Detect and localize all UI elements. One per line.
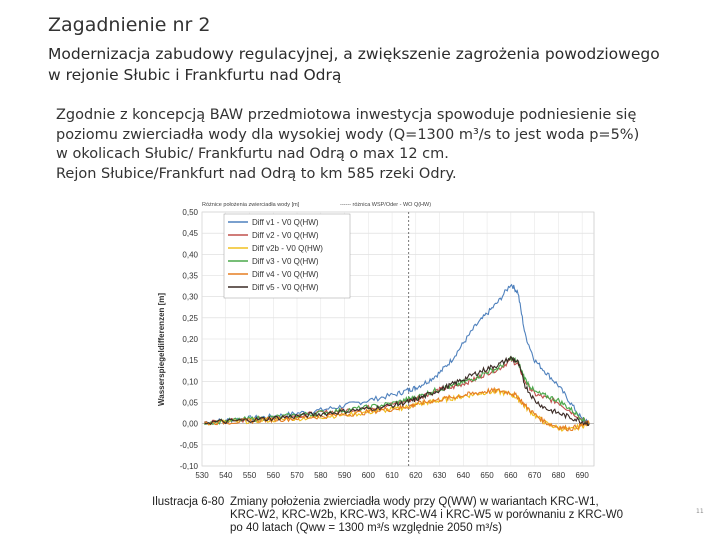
subtitle-line-2: w rejonie Słubic i Frankfurtu nad Odrą — [48, 66, 342, 84]
page-number: 11 — [696, 508, 704, 515]
x-tick-label: 600 — [361, 471, 375, 480]
y-tick-label: 0,00 — [182, 419, 198, 429]
legend-entry: Diff v3 - V0 Q(HW) — [252, 257, 319, 266]
y-tick-label: 0,25 — [182, 313, 198, 323]
y-tick-label: 0,40 — [182, 250, 198, 260]
chart-header-left: Różnice położenia zwierciadła wody [m] — [202, 202, 300, 208]
x-tick-label: 610 — [385, 471, 399, 480]
chart-y-axis-label: Wasserspiegeldifferenzen [m] — [157, 292, 166, 406]
y-tick-label: 0,50 — [182, 208, 198, 217]
y-tick-label: 0,10 — [182, 377, 198, 387]
chart-svg — [148, 196, 708, 496]
legend-entry: Diff v1 - V0 Q(HW) — [252, 218, 319, 227]
x-tick-label: 650 — [480, 471, 494, 480]
body-line: poziomu zwierciadła wody dla wysokiej wody (Q=1300 m³/s to jest woda p=5%) — [56, 126, 640, 143]
caption-label: Ilustracja 6-80 — [152, 496, 225, 508]
x-tick-label: 570 — [290, 471, 304, 480]
slide-subtitle — [48, 44, 708, 86]
chart — [148, 196, 708, 540]
body-line: Zgodnie z koncepcją BAW przedmiotowa inwestycja spowoduje podniesienie się — [56, 107, 637, 123]
caption-line: KRC-W2, KRC-W2b, KRC-W3, KRC-W4 i KRC-W5 w porównaniu z KRC-W0 — [230, 509, 623, 521]
body-line: w okolicach Słubic/ Frankfurtu nad Odrą o max 12 cm. — [56, 146, 449, 162]
y-tick-label: -0,05 — [179, 440, 198, 450]
chart-legend — [224, 214, 350, 298]
x-tick-label: 580 — [314, 471, 328, 480]
chart-header-right: ------ różnica WSP/Oder - WO Q(HW) — [340, 202, 432, 208]
body-text — [56, 106, 696, 184]
x-tick-label: 590 — [337, 471, 352, 480]
y-tick-label: 0,45 — [182, 229, 198, 239]
y-tick-label: 0,15 — [182, 356, 198, 366]
legend-entry: Diff v2b - V0 Q(HW) — [252, 244, 323, 253]
y-tick-label: 0,05 — [182, 398, 198, 408]
y-tick-label: 0,30 — [182, 292, 198, 302]
caption-line: Zmiany położenia zwierciadła wody przy Q(WW) w wariantach KRC-W1, — [230, 496, 599, 508]
x-tick-label: 640 — [456, 471, 471, 480]
x-tick-label: 530 — [195, 471, 209, 480]
y-tick-label: -0,10 — [179, 462, 198, 471]
x-tick-label: 660 — [504, 471, 518, 480]
caption-text — [230, 496, 630, 535]
x-tick-label: 690 — [575, 471, 589, 480]
x-tick-label: 560 — [266, 471, 280, 480]
x-tick-label: 540 — [219, 471, 233, 480]
body-line: Rejon Słubice/Frankfurt nad Odrą to km 585 rzeki Odry. — [56, 165, 457, 182]
x-tick-label: 630 — [432, 471, 447, 480]
caption-line: po 40 latach (Qww = 1300 m³/s względnie 2050 m³/s) — [230, 522, 502, 534]
y-tick-label: 0,35 — [182, 271, 198, 281]
x-tick-label: 670 — [527, 471, 542, 480]
y-tick-label: 0,20 — [182, 335, 198, 344]
subtitle-line-1: Modernizacja zabudowy regulacyjnej, a zwiększenie zagrożenia powodziowego — [48, 45, 660, 63]
x-tick-label: 680 — [551, 471, 566, 480]
legend-entry: Diff v5 - V0 Q(HW) — [252, 283, 319, 292]
legend-entry: Diff v2 - V0 Q(HW) — [252, 231, 319, 240]
x-tick-label: 550 — [242, 471, 257, 480]
legend-entry: Diff v4 - V0 Q(HW) — [252, 270, 319, 279]
slide-title: Zagadnienie nr 2 — [48, 14, 211, 36]
x-tick-label: 620 — [409, 471, 423, 480]
